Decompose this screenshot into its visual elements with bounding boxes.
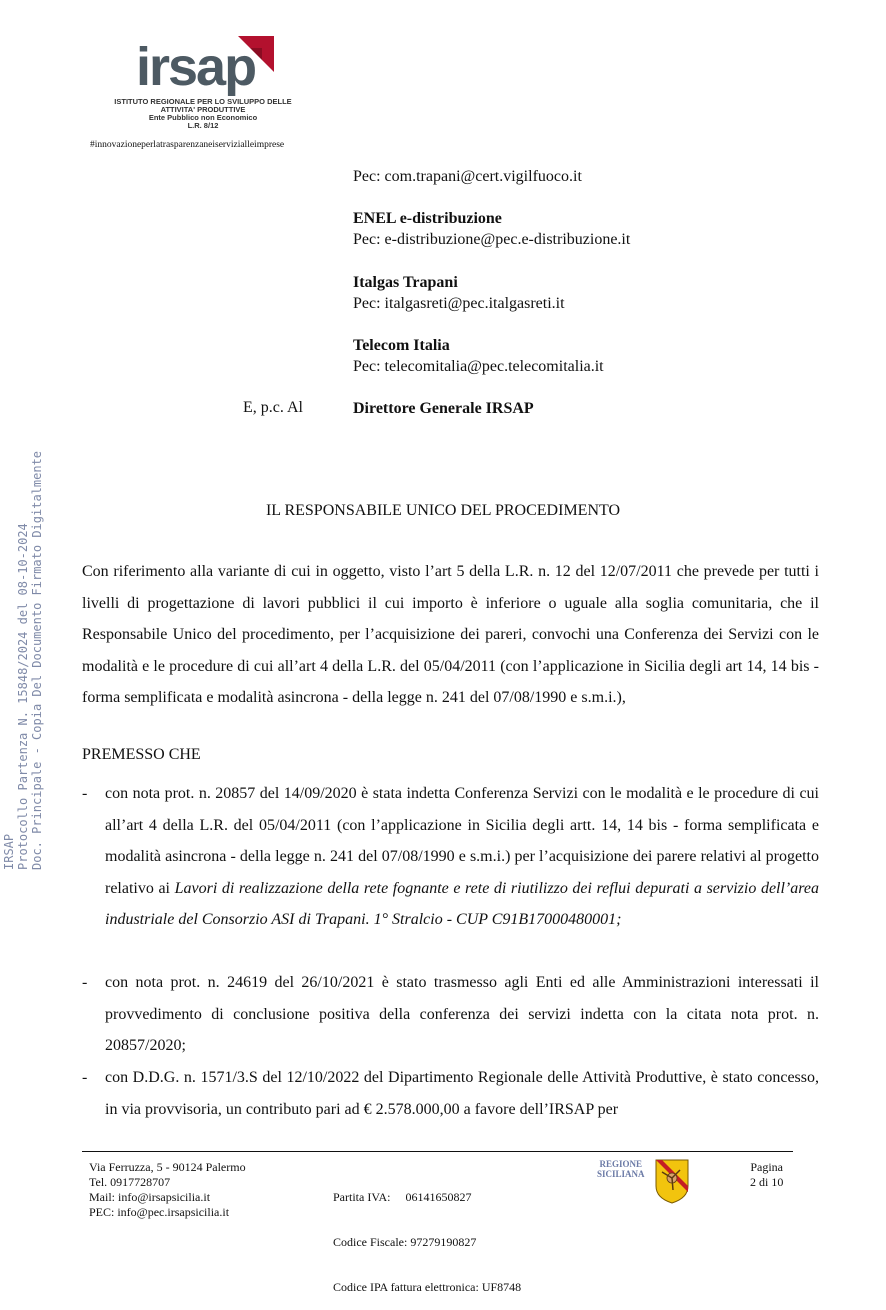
footer-address: Via Ferruzza, 5 - 90124 Palermo <box>89 1160 246 1174</box>
page-label: Pagina <box>750 1160 783 1174</box>
page-count: 2 di 10 <box>750 1175 784 1189</box>
list-dash: - <box>82 974 88 991</box>
logo-sub-line-3: Ente Pubblico non Economico <box>148 113 258 122</box>
footer-divider <box>82 1151 793 1152</box>
epc-recipient: Direttore Generale IRSAP <box>353 400 534 417</box>
addressee-2 <box>353 208 630 250</box>
addressee-pec: Pec: com.trapani@cert.vigilfuoco.it <box>353 168 582 185</box>
list-dash: - <box>82 1069 88 1086</box>
addressee-3 <box>353 272 565 314</box>
addressee-name: Italgas Trapani <box>353 274 458 291</box>
list-item-text: con nota prot. n. 24619 del 26/10/2021 è stato trasmesso agli Enti ed alle Amministrazioni interessati il provvedimento di conclusione positiva della conferenza dei servizi indetta con la citata nota prot. n. 20857/2020; <box>105 974 819 1054</box>
project-title: Lavori di realizzazione della rete fognante e rete di riutilizzo dei reflui depurati a servizio dell’area industriale del Consorzio ASI di Trapani. 1° Stralcio - CUP C91B17000480001; <box>105 879 819 928</box>
regione-siciliana-label: REGIONE SICILIANA <box>597 1159 645 1179</box>
intro-paragraph: Con riferimento alla variante di cui in oggetto, visto l’art 5 della L.R. n. 12 del 12/07/2011 che prevede per tutti i livelli di progettazione di lavori pubblici il cui importo è inferiore o uguale alla soglia comunitaria, che il Responsabile Unico del procedimento, per l’acquisizione dei pareri, convochi una Conferenza dei Servizi con le modalità e le procedure di cui all’art 4 della L.R. del 05/04/2011 (con l’applicazione in Sicilia degli art 14, 14 bis - forma semplificata e modalità asincrona - della legge n. 241 del 07/08/1990 e s.m.i.), <box>82 563 819 706</box>
footer-ipa-code: Codice IPA fattura elettronica: UF8748 <box>333 1280 522 1294</box>
list-item <box>82 1062 819 1125</box>
protocol-stamp: IRSAP Protocollo Partenza N. 15848/2024 del 08-10-2024 Doc. Principale - Copia Del Documento Firmato Digitalmente <box>2 450 44 870</box>
footer-contacts <box>89 1160 246 1220</box>
addressee-pec: Pec: e-distribuzione@pec.e-distribuzione.it <box>353 231 631 248</box>
list-item-text: con nota prot. n. 20857 del 14/09/2020 è stata indetta Conferenza Servizi con le modalità e le procedure di cui all’art 4 della L.R. del 05/04/2011 (con l’applicazione in Sicilia degli artt. 14, 14 bis - forma semplificata e modalità asincrona - della legge n. 241 del 07/08/1990 e s.m.i.) per l’acquisizione dei parere relativi al progetto relativo ai Lavori di realizzazione della rete fognante e rete di riutilizzo dei reflui depurati a servizio dell’area industriale del Consorzio ASI di Trapani. 1° Stralcio - CUP C91B17000480001; <box>105 785 819 928</box>
list-item-text: con D.D.G. n. 1571/3.S del 12/10/2022 del Dipartimento Regionale delle Attività Produttive, è stato concesso, in via provvisoria, un contributo pari ad € 2.578.000,00 a favore dell’IRSAP per <box>105 1069 819 1118</box>
epc-label: E, p.c. Al <box>243 399 303 416</box>
addressee-pec: Pec: telecomitalia@pec.telecomitalia.it <box>353 358 604 375</box>
logo-sub-line-2: ATTIVITA' PRODUTTIVE <box>160 105 246 114</box>
logo-sub-line-1: ISTITUTO REGIONALE PER LO SVILUPPO DELLE <box>114 97 292 106</box>
hashtag: #innovazioneperlatrasparenzaneiservizialleimprese <box>90 140 285 150</box>
sicily-crest-icon <box>654 1158 690 1204</box>
logo-sub-line-4: L.R. 8/12 <box>187 121 219 130</box>
addressee-1 <box>353 166 582 187</box>
logo-arrow-icon <box>228 32 276 84</box>
addressee-4 <box>353 335 604 377</box>
addressee-name: ENEL e-distribuzione <box>353 210 502 227</box>
list-item <box>82 778 819 936</box>
logo-wordmark: irsap <box>136 37 256 97</box>
footer-fiscal-code: Codice Fiscale: 97279190827 <box>333 1235 477 1249</box>
list-item <box>82 967 819 1062</box>
footer-pec: PEC: info@pec.irsapsicilia.it <box>89 1205 230 1219</box>
premesso-heading: PREMESSO CHE <box>82 746 201 763</box>
addressee-name: Telecom Italia <box>353 337 450 354</box>
footer-vat: Partita IVA: 06141650827 <box>333 1190 472 1204</box>
footer-tax-info <box>333 1160 521 1310</box>
document-title: IL RESPONSABILE UNICO DEL PROCEDIMENTO <box>265 502 621 519</box>
list-dash: - <box>82 785 88 802</box>
footer-mail: Mail: info@irsapsicilia.it <box>89 1190 211 1204</box>
page-number <box>750 1160 783 1190</box>
logo-subtitle <box>108 98 298 130</box>
addressee-pec: Pec: italgasreti@pec.italgasreti.it <box>353 295 565 312</box>
footer-phone: Tel. 0917728707 <box>89 1175 171 1189</box>
